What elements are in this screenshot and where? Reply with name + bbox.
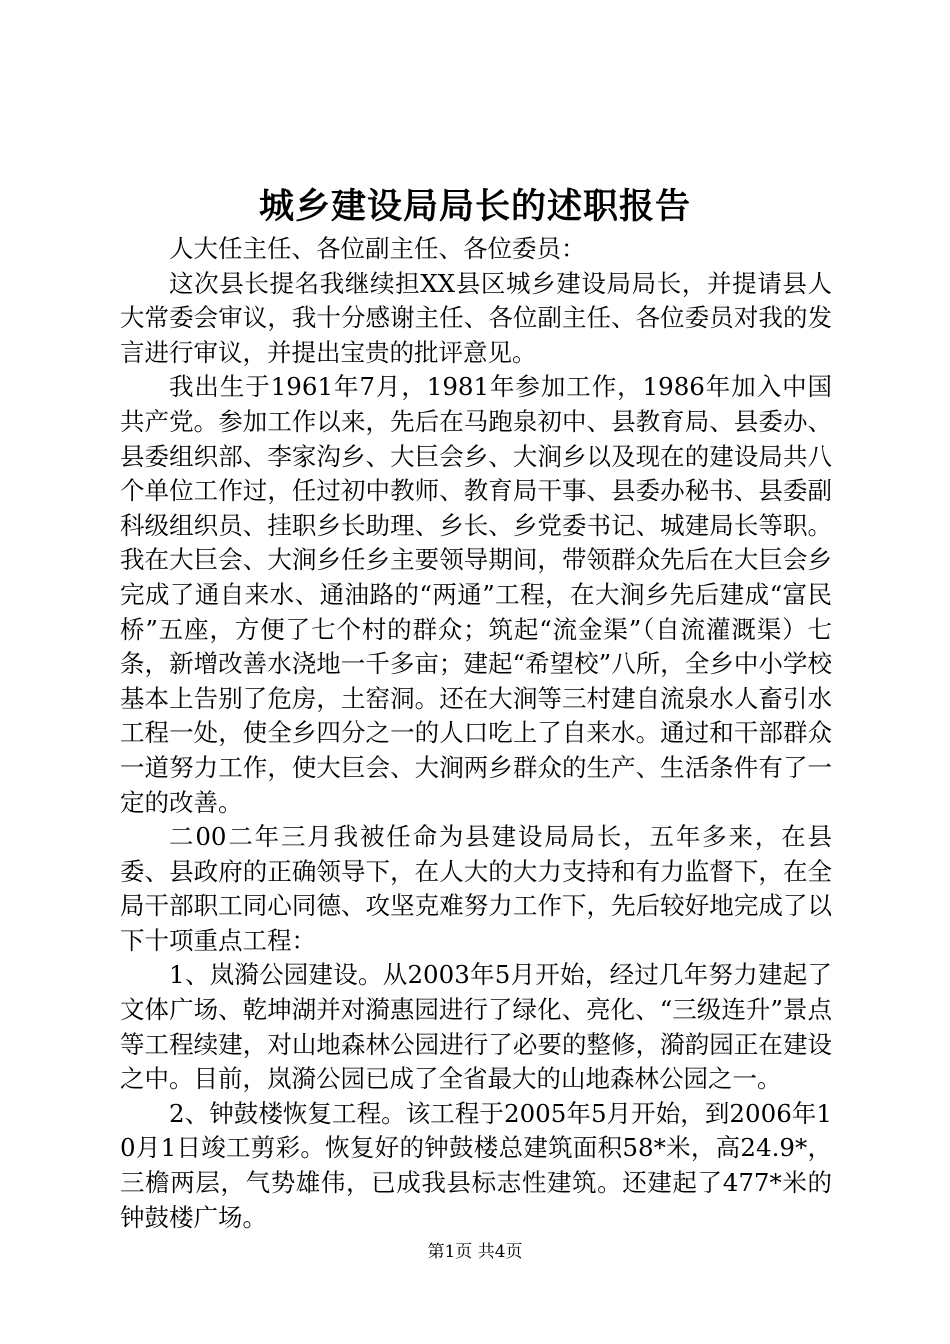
page-number-footer: 第1页 共4页 <box>427 1242 523 1262</box>
document-title: 城乡建设局局长的述职报告 <box>258 186 691 227</box>
document-body <box>120 232 832 1235</box>
body-paragraph: 2、钟鼓楼恢复工程。该工程于2005年5月开始，到2006年10月1日竣工剪彩。恢复好的钟鼓楼总建筑面积58*米，高24.9*，三檐两层，气势雄伟，已成我县标志性建筑。还建起了477*米的钟鼓楼广场。 <box>120 1098 832 1232</box>
body-paragraph: 这次县长提名我继续担XX县区城乡建设局局长，并提请县人大常委会审议，我十分感谢主任、各位副主任、各位委员对我的发言进行审议，并提出宝贵的批评意见。 <box>120 268 832 367</box>
body-paragraph: 我出生于1961年7月，1981年参加工作，1986年加入中国共产党。参加工作以来，先后在马跑泉初中、县教育局、县委办、县委组织部、李家沟乡、大巨会乡、大涧乡以及现在的建设局共八个单位工作过，任过初中教师、教育局干事、县委办秘书、县委副科级组织员、挂职乡长助理、乡长、乡党委书记、城建局长等职。我在大巨会、大涧乡任乡主要领导期间，带领群众先后在大巨会乡完成了通自来水、通油路的“两通”工程，在大涧乡先后建成“富民桥”五座，方便了七个村的群众；筑起“流金渠”（自流灌溉渠）七条，新增改善水浇地一千多亩；建起“希望校”八所，全乡中小学校基本上告别了危房，土窑洞。还在大涧等三村建自流泉水人畜引水工程一处，使全乡四分之一的人口吃上了自来水。通过和干部群众一道努力工作，使大巨会、大涧两乡群众的生产、生活条件有了一定的改善。 <box>120 372 832 817</box>
body-paragraph: 1、岚漪公园建设。从2003年5月开始，经过几年努力建起了文体广场、乾坤湖并对漪惠园进行了绿化、亮化、“三级连升”景点等工程续建，对山地森林公园进行了必要的整修，漪韵园正在建设之中。目前，岚漪公园已成了全省最大的山地森林公园之一。 <box>120 960 832 1094</box>
salutation-paragraph: 人大任主任、各位副主任、各位委员： <box>169 234 586 263</box>
body-paragraph: 二00二年三月我被任命为县建设局局长，五年多来，在县委、县政府的正确领导下，在人大的大力支持和有力监督下，在全局干部职工同心同德、攻坚克难努力工作下，先后较好地完成了以下十项重点工程： <box>120 822 832 955</box>
